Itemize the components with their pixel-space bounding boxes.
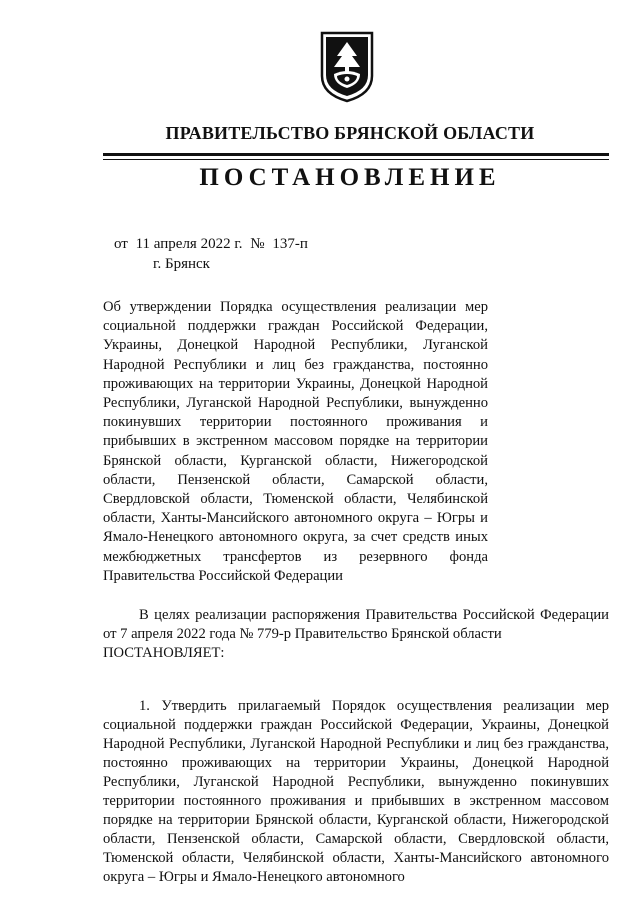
header-rule-thin	[103, 159, 609, 160]
item-1-paragraph: 1. Утвердить прилагаемый Порядок осуществления реализации мер социальной поддержки граждан Российской Федерации, Украины, Донецкой Народной Республики, Луганской Народной Республики и лиц без гражданства, постоянно проживающих на территории Украины, Донецкой Народной Республики, Луганской Народной Республики, вынужденно покинувших территории постоянного проживания и прибывших в экстренном массовом порядке на территории Брянской области, Курганской области, Нижегородской области, Пензенской области, Самарской области, Свердловской области, Тюменской области, Челябинской области, Ханты-Мансийского автономного округа – Югры и Ямало-Ненецкого автономного	[103, 698, 609, 885]
document-body	[103, 606, 609, 887]
preamble-paragraph: В целях реализации распоряжения Правительства Российской Федерации от 7 апреля 2022 года № 779-р Правительство Брянской области	[103, 607, 609, 642]
number-sign: №	[250, 236, 265, 252]
document-title: ПОСТАНОВЛЕНИЕ	[199, 164, 501, 191]
date-prefix: от	[114, 236, 128, 252]
document-number: 137-п	[272, 236, 308, 252]
document-date: 11 апреля 2022 г.	[135, 236, 243, 252]
decree-word: ПОСТАНОВЛЯЕТ:	[103, 645, 225, 661]
coat-of-arms-icon	[319, 30, 375, 104]
city-name: г. Брянск	[153, 256, 210, 272]
date-line	[114, 236, 312, 253]
organization-name: ПРАВИТЕЛЬСТВО БРЯНСКОЙ ОБЛАСТИ	[165, 123, 535, 143]
document-subject: Об утверждении Порядка осуществления реализации мер социальной поддержки граждан Российской Федерации, Украины, Донецкой Народной Республики, Луганской Народной Республики и лиц без гражданства, постоянно проживающих на территории Украины, Донецкой Народной Республики, Луганской Народной Республики, вынужденно покинувших территории постоянного проживания и прибывших в экстренном массовом порядке на территории Брянской области, Курганской области, Нижегородской области, Пензенской области, Самарской области, Свердловской области, Тюменской области, Челябинской области, Ханты-Мансийского автономного округа – Югры и Ямало-Ненецкого автономного округа, за счет средств иных межбюджетных трансфертов из резервного фонда Правительства Российской Федерации	[103, 299, 488, 584]
header-rule-thick	[103, 153, 609, 156]
